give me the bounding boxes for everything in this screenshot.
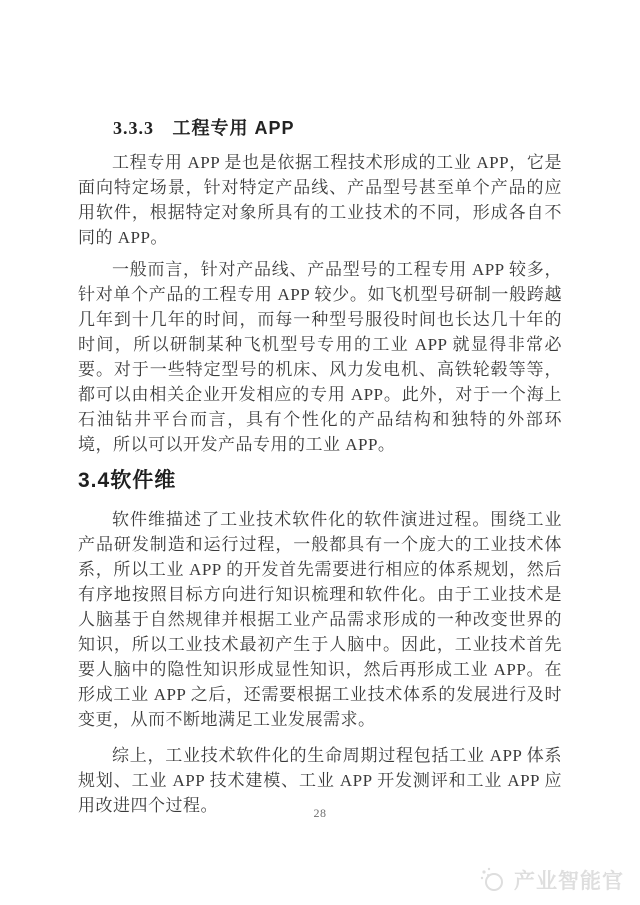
paragraph-engineering-app-examples: 一般而言，针对产品线、产品型号的工程专用 APP 较多，针对单个产品的工程专用 APP 较少。如飞机型号研制一般跨越几年到十几年的时间，而每一种型号服役时间也长达几十年的时间，所以研制某种飞机型号专用的工业 APP 就显得非常必要。对于一些特定型号的机床、风力发电机、高铁轮毂等等，都可以由相关企业开发相应的专用 APP。此外，对于一个海上石油钻井平台而言，具有个性化的产品结构和独特的外部环境，所以可以开发产品专用的工业 APP。	[78, 260, 562, 454]
footer-watermark	[478, 865, 624, 895]
heading-number: 3.3.3	[113, 118, 154, 138]
paragraph-lifecycle-summary: 综上，工业技术软件化的生命周期过程包括工业 APP 体系规划、工业 APP 技术建模、工业 APP 开发测评和工业 APP 应用改进四个过程。	[78, 746, 562, 815]
document-content	[78, 116, 562, 818]
section-heading-3-4	[78, 467, 562, 495]
paragraph-engineering-app-intro: 工程专用 APP 是也是依据工程技术形成的工业 APP，它是面向特定场景，针对特定产品线、产品型号甚至单个产品的应用软件，根据特定对象所具有的工业技术的不同，形成各自不同的 APP。	[78, 153, 562, 247]
watermark-text: 产业智能官	[514, 870, 624, 893]
heading-title: 工程专用 APP	[172, 118, 295, 138]
paragraph-software-dimension: 软件维描述了工业技术软件化的软件演进过程。围绕工业产品研发制造和运行过程，一般都具有一个庞大的工业技术体系，所以工业 APP 的开发首先需要进行相应的体系规划，然后有序地按照目标方向进行知识梳理和软件化。由于工业技术是人脑基于自然规律并根据工业产品需求形成的一种改变世界的知识，所以工业技术最初产生于人脑中。因此，工业技术首先要人脑中的隐性知识形成显性知识，然后再形成工业 APP。在形成工业 APP 之后，还需要根据工业技术体系的发展进行及时变更，从而不断地满足工业发展需求。	[78, 510, 562, 729]
section-heading-3-3-3	[78, 116, 562, 141]
page-number: 28	[313, 806, 327, 820]
heading-title: 软件维	[110, 469, 177, 492]
circle-sparkle-logo-icon	[478, 865, 508, 895]
heading-number: 3.4	[78, 469, 111, 492]
